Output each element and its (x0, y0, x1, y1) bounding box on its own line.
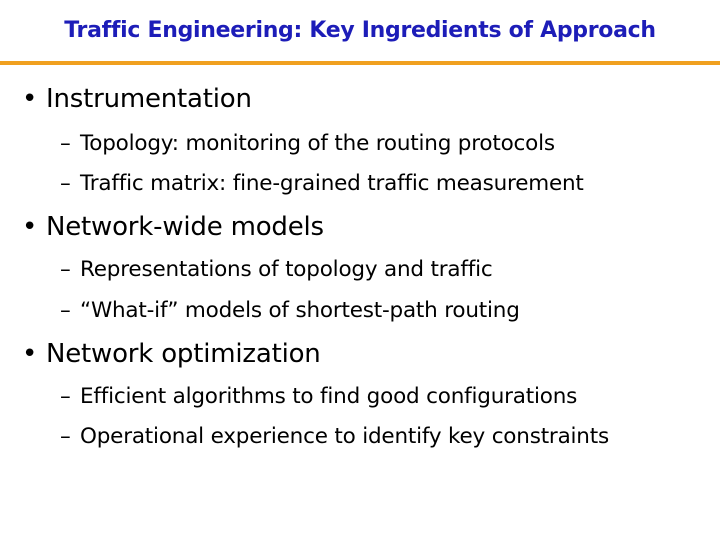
dash-marker: – (60, 171, 71, 196)
sub-bullet-text: Operational experience to identify key constraints (80, 424, 609, 449)
sub-bullet-item (60, 171, 584, 196)
bullet-item (22, 84, 252, 114)
bullet-marker: • (22, 212, 38, 242)
sub-bullet-text: Representations of topology and traffic (80, 257, 493, 282)
sub-bullet-item (60, 424, 609, 449)
dash-marker: – (60, 424, 71, 449)
dash-marker: – (60, 298, 71, 323)
slide-title: Traffic Engineering: Key Ingredients of Approach (64, 18, 656, 43)
dash-marker: – (60, 131, 71, 156)
dash-marker: – (60, 257, 71, 282)
title-divider (0, 61, 720, 65)
sub-bullet-item (60, 384, 577, 409)
sub-bullet-text: Traffic matrix: fine-grained traffic measurement (80, 171, 584, 196)
bullet-text: Instrumentation (46, 84, 252, 114)
sub-bullet-text: “What-if” models of shortest-path routing (80, 298, 520, 323)
sub-bullet-item (60, 298, 520, 323)
bullet-text: Network-wide models (46, 212, 324, 242)
bullet-item (22, 339, 321, 369)
sub-bullet-item (60, 131, 555, 156)
sub-bullet-item (60, 257, 492, 282)
bullet-marker: • (22, 339, 38, 369)
bullet-item (22, 212, 324, 242)
bullet-text: Network optimization (46, 339, 321, 369)
sub-bullet-text: Efficient algorithms to find good configurations (80, 384, 578, 409)
dash-marker: – (60, 384, 71, 409)
bullet-marker: • (22, 84, 38, 114)
sub-bullet-text: Topology: monitoring of the routing protocols (80, 131, 555, 156)
